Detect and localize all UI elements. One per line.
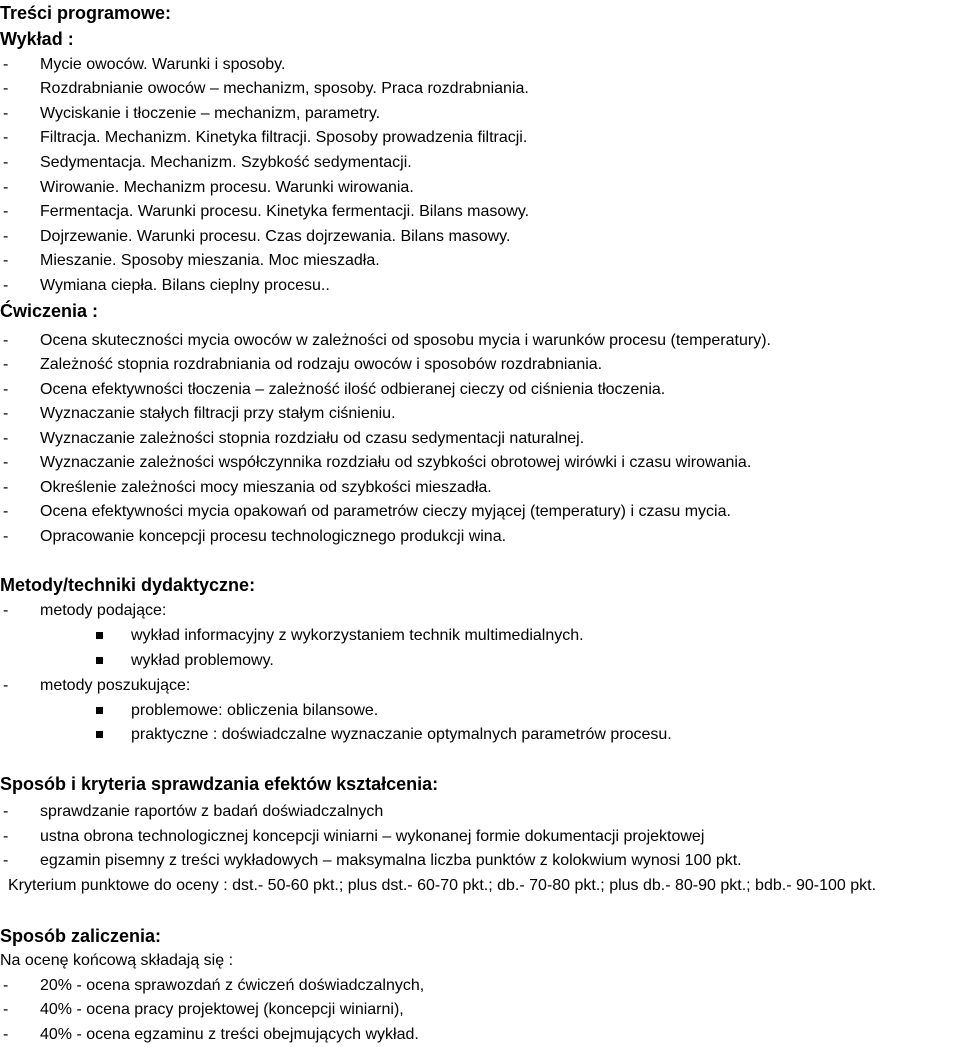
square-bullet-icon [96,707,103,714]
square-bullet-icon [96,632,103,639]
square-bullet-icon [96,657,103,664]
square-bullet-icon [96,731,103,738]
